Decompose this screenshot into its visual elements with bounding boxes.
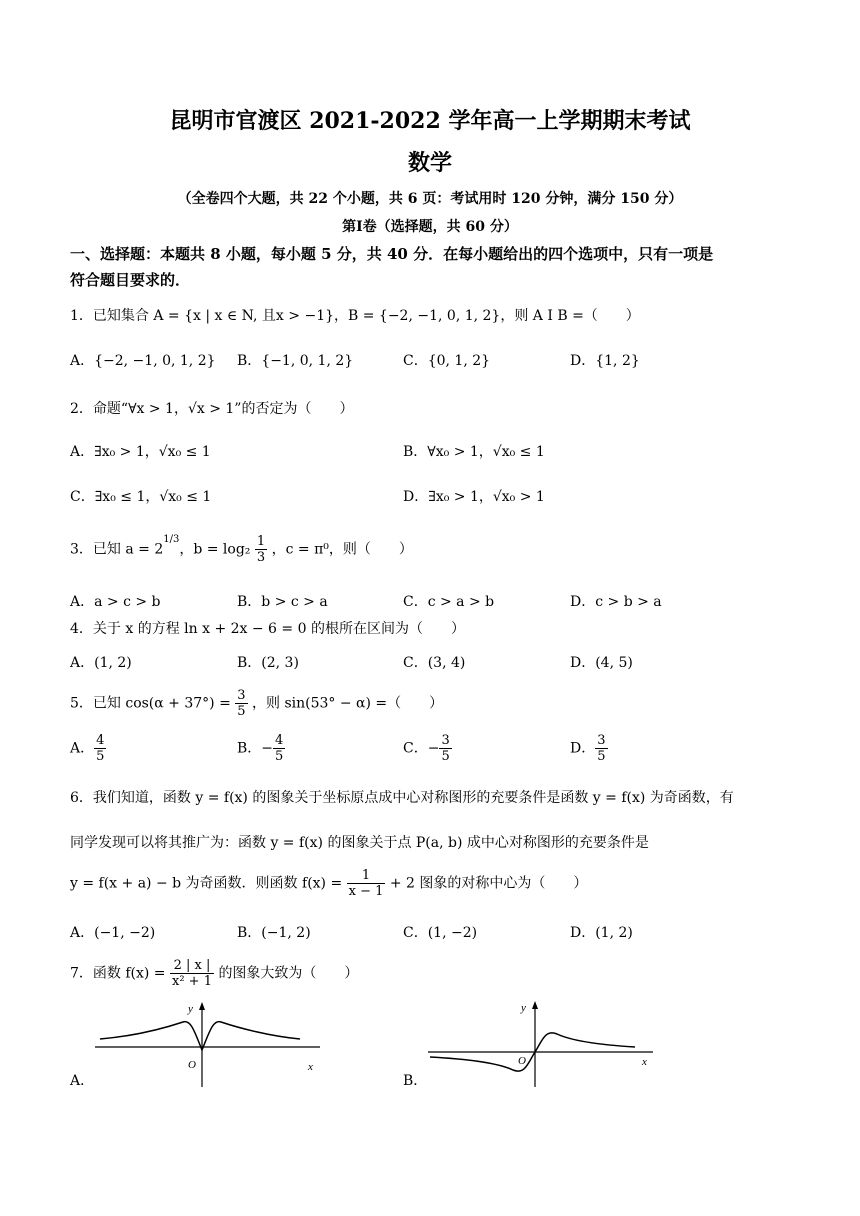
question-5-option-a-den: 5 [96, 749, 105, 764]
graph-a-curve [100, 1022, 300, 1050]
question-2-option-a: A．∃x₀ > 1，√x₀ ≤ 1 [70, 444, 211, 460]
subject-title: 数学 [407, 150, 452, 176]
question-5-option-c-den: 5 [441, 749, 450, 764]
question-6-fraction-num: 1 [347, 868, 386, 884]
question-4-option-a: A．(1, 2) [70, 655, 132, 671]
question-4-option-b: B．(2, 3) [237, 655, 299, 671]
graph-a-origin-label: O [188, 1059, 196, 1071]
question-5-option-a-fraction [94, 733, 106, 764]
graph-a-y-arrow [199, 1002, 205, 1010]
question-5-fraction [235, 688, 247, 719]
question-5-option-c [403, 733, 452, 764]
question-7-fraction-num: 2 | x | [170, 958, 214, 974]
question-5-option-b [237, 733, 285, 764]
question-5-option-c-label: C． [403, 740, 428, 757]
graph-a-x-label: x [308, 1061, 313, 1073]
question-7-option-b-label: B． [403, 1073, 428, 1089]
question-5-option-a [70, 733, 106, 764]
question-5-option-c-fraction [439, 733, 451, 764]
graph-b-y-label: y [521, 1002, 526, 1014]
question-6-option-b: B．(−1, 2) [237, 925, 311, 941]
question-5-option-b-den: 5 [275, 749, 284, 764]
question-7-stem [70, 958, 358, 989]
question-5-option-d [570, 733, 608, 764]
question-6-line1: 6．我们知道，函数 y = f(x) 的图象关于坐标原点成中心对称图形的充要条件是函数 y = f(x) 为奇函数，有 [70, 790, 734, 806]
question-6-option-c: C．(1, −2) [403, 925, 478, 941]
question-7-stem-suffix: 的图象大致为（ ） [218, 965, 359, 982]
question-4-option-d: D．(4, 5) [570, 655, 633, 671]
question-3-fraction-num: 1 [256, 534, 266, 549]
question-3-option-a: A．a > c > b [70, 594, 161, 610]
question-4-stem: 4．关于 x 的方程 ln x + 2x − 6 = 0 的根所在区间为（ ） [70, 621, 465, 637]
question-5-stem-suffix: ，则 sin(53° − α) =（ ） [252, 695, 444, 712]
volume-heading: 第Ⅰ卷（选择题，共 60 分） [342, 219, 518, 235]
question-4-option-c: C．(3, 4) [403, 655, 466, 671]
question-7-fraction-den: x² + 1 [172, 974, 212, 989]
graph-b-y-arrow [532, 1001, 538, 1009]
question-7-option-a-label: A． [70, 1073, 95, 1089]
question-6-option-d: D．(1, 2) [570, 925, 633, 941]
question-2-stem: 2．命题“∀x > 1，√x > 1”的否定为（ ） [70, 401, 354, 417]
question-1-option-a: A．{−2, −1, 0, 1, 2} [70, 353, 216, 369]
question-6-option-a: A．(−1, −2) [70, 925, 156, 941]
question-6-line3 [70, 868, 587, 899]
graph-b-x-label: x [642, 1056, 647, 1068]
question-5-option-a-label: A． [70, 740, 95, 757]
question-5-option-b-sign: − [261, 740, 274, 757]
question-5-fraction-den: 5 [237, 704, 246, 719]
question-7-stem-prefix: 7．函数 f(x) = [70, 965, 166, 982]
question-6-fraction [347, 868, 386, 899]
question-1-option-d: D．{1, 2} [570, 353, 640, 369]
question-3-stem [70, 534, 413, 565]
question-3-exponent: 1/3 [163, 533, 180, 545]
graph-a-y-label: y [188, 1003, 193, 1015]
question-2-option-d: D．∃x₀ > 1，√x₀ > 1 [403, 489, 545, 505]
question-5-option-d-label: D． [570, 740, 596, 757]
question-3-option-d: D．c > b > a [570, 594, 662, 610]
page-title: 昆明市官渡区 2021-2022 学年高一上学期期末考试 [169, 108, 691, 134]
section-heading-line1: 一、选择题：本题共 8 小题，每小题 5 分，共 40 分．在每小题给出的四个选项中，只有一项是 [70, 245, 714, 263]
graph-b-origin-label: O [518, 1055, 526, 1067]
question-6-line3-prefix: y = f(x + a) − b 为奇函数．则函数 f(x) = [70, 875, 343, 892]
question-5-option-b-label: B． [237, 740, 262, 757]
question-7-fraction [170, 958, 214, 989]
question-1-stem: 1．已知集合 A = {x | x ∈ N, 且x > −1}，B = {−2, −1, 0, 1, 2}，则 A I B =（ ） [70, 308, 640, 324]
question-5-option-b-num: 4 [275, 733, 284, 748]
question-5-option-a-num: 4 [96, 733, 105, 748]
question-5-stem-prefix: 5．已知 cos(α + 37°) = [70, 695, 231, 712]
question-1-option-c: C．{0, 1, 2} [403, 353, 491, 369]
question-3-stem-suffix: ，c = π⁰，则（ ） [271, 541, 413, 558]
question-3-fraction-den: 3 [256, 550, 266, 565]
question-6-line3-suffix: + 2 图象的对称中心为（ ） [389, 875, 588, 892]
question-3-option-b: B．b > c > a [237, 594, 328, 610]
question-5-stem [70, 688, 443, 719]
exam-note: （全卷四个大题，共 22 个小题，共 6 页：考试用时 120 分钟，满分 150 分） [177, 191, 683, 207]
question-7-graph-b [428, 995, 658, 1090]
question-3-fraction [255, 534, 267, 565]
question-5-option-d-den: 5 [597, 749, 606, 764]
question-5-option-d-fraction [595, 733, 607, 764]
question-3-stem-mid: ，b = log₂ [179, 541, 251, 558]
question-5-option-b-fraction [273, 733, 285, 764]
question-3-option-c: C．c > a > b [403, 594, 495, 610]
question-2-option-c: C．∃x₀ ≤ 1，√x₀ ≤ 1 [70, 489, 212, 505]
question-6-fraction-den: x − 1 [348, 884, 384, 899]
question-1-option-b: B．{−1, 0, 1, 2} [237, 353, 354, 369]
question-5-option-d-num: 3 [597, 733, 606, 748]
question-7-graph-a [95, 1000, 325, 1090]
question-5-fraction-num: 3 [237, 688, 246, 703]
question-6-line2: 同学发现可以将其推广为：函数 y = f(x) 的图象关于点 P(a, b) 成中心对称图形的充要条件是 [70, 835, 649, 851]
question-5-option-c-num: 3 [441, 733, 450, 748]
question-2-option-b: B．∀x₀ > 1，√x₀ ≤ 1 [403, 444, 545, 460]
section-heading-line2: 符合题目要求的． [70, 271, 191, 289]
question-3-stem-prefix: 3．已知 a = 2 [70, 541, 164, 558]
question-5-option-c-sign: − [427, 740, 440, 757]
